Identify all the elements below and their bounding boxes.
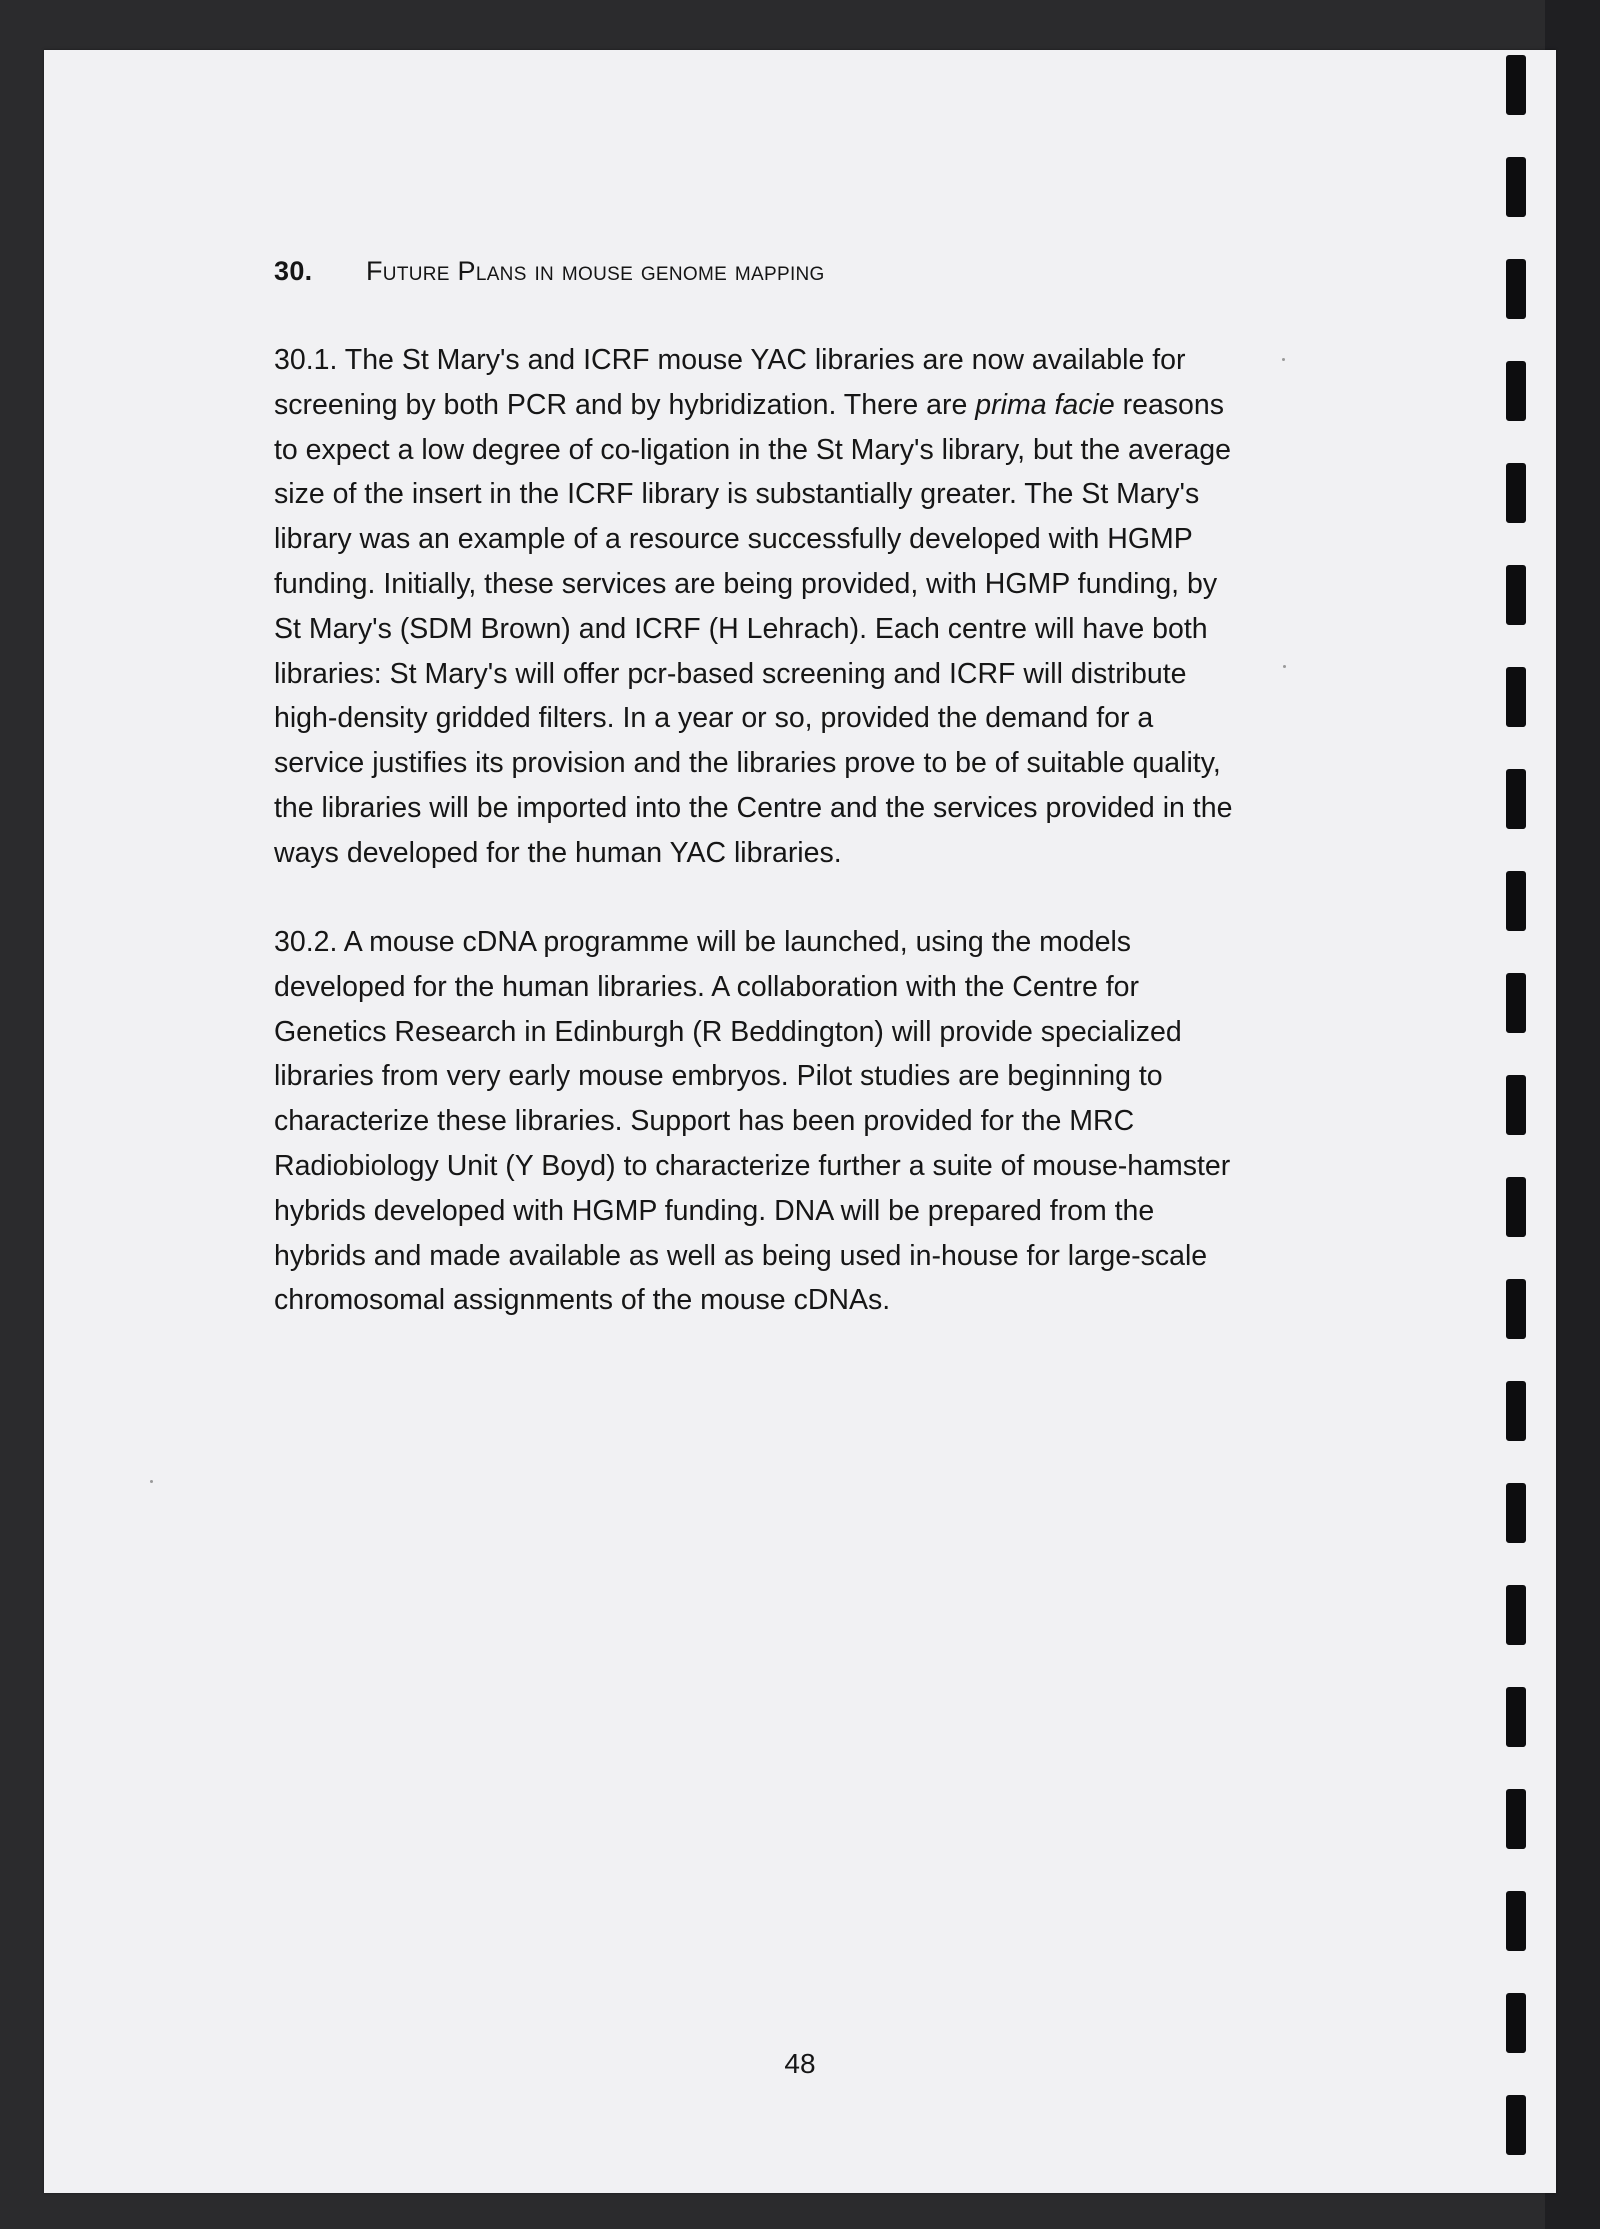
- binding-hole: [1506, 1177, 1526, 1237]
- binding-hole: [1506, 259, 1526, 319]
- paragraph-line: to expect a low degree of co-ligation in the St Mary's library, but the average: [274, 433, 1232, 466]
- paragraph-line: hybrids developed with HGMP funding. DNA will be prepared from the: [274, 1194, 1155, 1227]
- page-number: 48: [784, 2048, 816, 2079]
- paragraph-line: service justifies its provision and the libraries prove to be of suitable quality,: [274, 747, 1221, 780]
- binding-hole: [1506, 1687, 1526, 1747]
- paragraph-line: Genetics Research in Edinburgh (R Beddington) will provide specialized: [274, 1015, 1182, 1048]
- binding-strip: [1490, 40, 1550, 2160]
- paragraph-line: screening by both PCR and by hybridization. There are prima facie reasons: [274, 388, 1225, 421]
- binding-hole: [1506, 2095, 1526, 2155]
- paragraph-line: library was an example of a resource successfully developed with HGMP: [274, 523, 1193, 556]
- binding-hole: [1506, 769, 1526, 829]
- paper-speck: [150, 1480, 153, 1483]
- paragraph-line: hybrids and made available as well as being used in-house for large-scale: [274, 1239, 1208, 1272]
- binding-hole: [1506, 1483, 1526, 1543]
- paragraph-line: St Mary's (SDM Brown) and ICRF (H Lehrach). Each centre will have both: [274, 612, 1208, 645]
- binding-hole: [1506, 973, 1526, 1033]
- binding-hole: [1506, 1993, 1526, 2053]
- binding-hole: [1506, 1075, 1526, 1135]
- paragraph-line: characterize these libraries. Support has been provided for the MRC: [274, 1105, 1135, 1138]
- binding-hole: [1506, 55, 1526, 115]
- binding-hole: [1506, 1789, 1526, 1849]
- binding-hole: [1506, 871, 1526, 931]
- paragraph-line: libraries: St Mary's will offer pcr-based screening and ICRF will distribute: [274, 657, 1187, 690]
- binding-hole: [1506, 565, 1526, 625]
- paragraph-line: ways developed for the human YAC libraries.: [274, 836, 842, 869]
- paragraph-line: funding. Initially, these services are being provided, with HGMP funding, by: [274, 567, 1218, 600]
- paragraph-line: 30.2. A mouse cDNA programme will be launched, using the models: [274, 926, 1132, 958]
- section-number: 30.: [274, 256, 313, 286]
- binding-hole: [1506, 1279, 1526, 1339]
- paragraph-30-1: [274, 338, 1334, 876]
- paragraph-line: 30.1. The St Mary's and ICRF mouse YAC libraries are now available for: [274, 344, 1186, 376]
- binding-hole: [1506, 361, 1526, 421]
- paragraph-30-2: [274, 920, 1334, 1323]
- paragraph-line: the libraries will be imported into the Centre and the services provided in the: [274, 791, 1233, 824]
- binding-hole: [1506, 1381, 1526, 1441]
- binding-hole: [1506, 667, 1526, 727]
- binding-hole: [1506, 157, 1526, 217]
- section-title: Future Plans in mouse genome mapping: [366, 256, 825, 286]
- paragraph-line: chromosomal assignments of the mouse cDNAs.: [274, 1284, 891, 1317]
- binding-hole: [1506, 1585, 1526, 1645]
- binding-hole: [1506, 463, 1526, 523]
- paragraph-line: high-density gridded filters. In a year or so, provided the demand for a: [274, 702, 1154, 735]
- paragraph-line: developed for the human libraries. A collaboration with the Centre for: [274, 970, 1140, 1003]
- paragraph-line: libraries from very early mouse embryos. Pilot studies are beginning to: [274, 1060, 1163, 1093]
- italic-phrase: prima facie: [975, 388, 1115, 421]
- paragraph-line: size of the insert in the ICRF library is substantially greater. The St Mary's: [274, 478, 1200, 511]
- paragraph-line: Radiobiology Unit (Y Boyd) to characterize further a suite of mouse-hamster: [274, 1149, 1231, 1182]
- binding-hole: [1506, 1891, 1526, 1951]
- section-heading: [274, 256, 825, 287]
